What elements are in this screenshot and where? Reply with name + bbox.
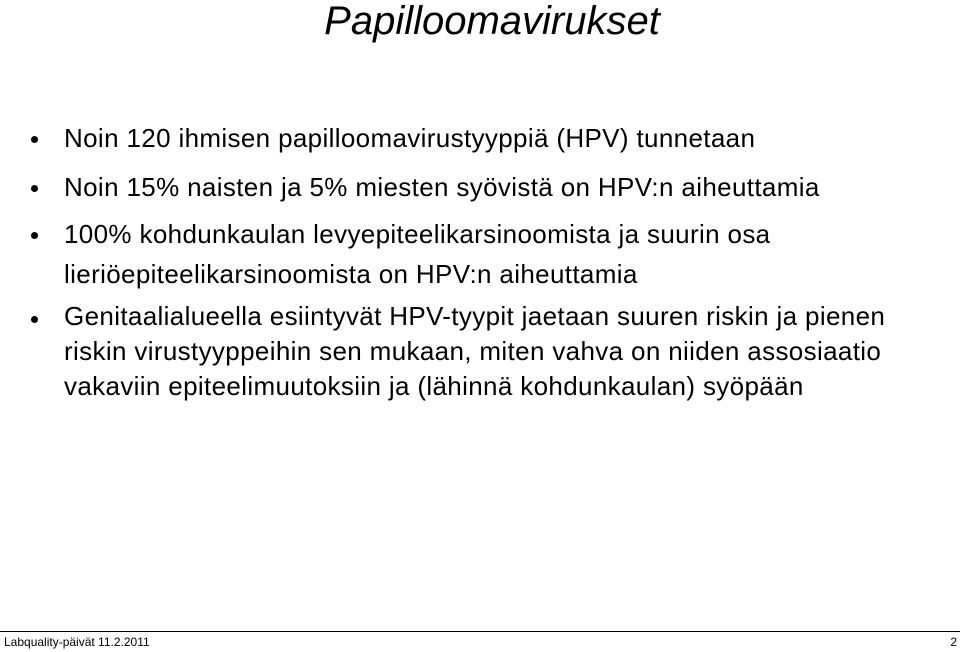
bullet-dot-icon: [31, 316, 38, 323]
bullet-text: 100% kohdunkaulan levyepiteelikarsinoomista ja suurin osa lieriöepiteelikarsinoomista on HPV:n aiheuttamia: [64, 219, 771, 289]
footer-divider: [0, 631, 960, 632]
bullet-text: Genitaalialueella esiintyvät HPV-tyypit jaetaan suuren riskin ja pienen riskin virustyyppeihin sen mukaan, miten vahva on niiden assosiaatio vakaviin epiteelimuutoksiin ja (lähinnä kohdunkaulan) syöpään: [64, 301, 886, 401]
bullet-list: [28, 119, 933, 411]
bullet-dot-icon: [31, 232, 38, 239]
bullet-text: Noin 15% naisten ja 5% miesten syövistä on HPV:n aiheuttamia: [64, 171, 820, 202]
slide-title: Papilloomavirukset: [324, 0, 660, 43]
bullet-text: Noin 120 ihmisen papilloomavirustyyppiä (HPV) tunnetaan: [64, 123, 756, 153]
bullet-item-2: [28, 168, 933, 208]
bullet-dot-icon: [31, 185, 38, 192]
bullet-item-3: [28, 215, 933, 294]
bullet-dot-icon: [31, 136, 38, 143]
bullet-item-1: [28, 119, 933, 159]
footer-event-label: Labquality-päivät 11.2.2011: [4, 635, 150, 649]
bullet-item-4: [28, 299, 933, 404]
page-number: 2: [950, 635, 957, 649]
